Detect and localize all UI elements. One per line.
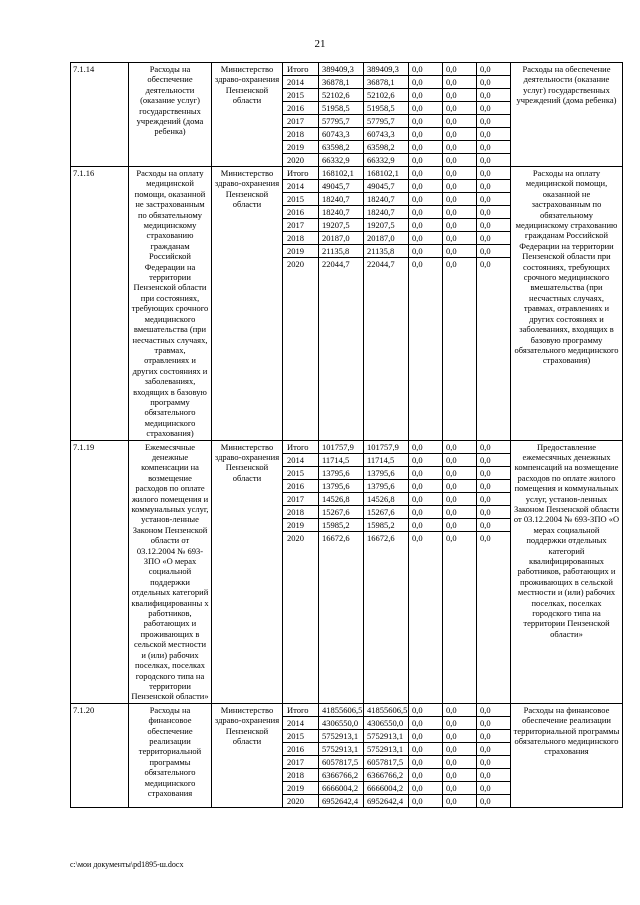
cell-value: 0,0 xyxy=(477,206,510,219)
cell-value: 389409,3 xyxy=(319,63,363,76)
item-col-3 xyxy=(409,440,443,703)
cell-value: 101757,9 xyxy=(364,441,408,454)
cell-value: 2016 xyxy=(283,102,318,115)
cell-value: 0,0 xyxy=(443,115,476,128)
cell-value: 2016 xyxy=(283,480,318,493)
cell-value: 13795,6 xyxy=(364,467,408,480)
cell-value: 66332,9 xyxy=(367,155,395,165)
item-code: 7.1.19 xyxy=(71,440,129,703)
cell-value: 2019 xyxy=(283,519,318,532)
cell-value: 6666004,2 xyxy=(364,782,408,795)
cell-value: 63598,2 xyxy=(319,141,363,154)
cell-value: 6366766,2 xyxy=(319,769,363,782)
cell-value: 49045,7 xyxy=(319,180,363,193)
cell-value: 0,0 xyxy=(477,128,510,141)
cell-value: 168102,1 xyxy=(364,167,408,180)
cell-value: 36878,1 xyxy=(364,76,408,89)
cell-value: 168102,1 xyxy=(319,167,363,180)
cell-value: 0,0 xyxy=(443,63,476,76)
cell-value: 15985,2 xyxy=(364,519,408,532)
cell-value: 0,0 xyxy=(443,89,476,102)
cell-value: 2015 xyxy=(283,89,318,102)
cell-value: 14526,8 xyxy=(319,493,363,506)
cell-value: 22044,7 xyxy=(322,259,350,269)
cell-value: 2017 xyxy=(283,219,318,232)
file-path-footer: c:\мои документы\pd1895-ш.docx xyxy=(70,860,184,869)
item-regional xyxy=(364,63,409,167)
table-row xyxy=(71,63,623,167)
item-years xyxy=(283,63,319,167)
cell-value: 60743,3 xyxy=(364,128,408,141)
cell-value: 6952642,4 xyxy=(367,795,404,806)
cell-value: 18240,7 xyxy=(319,206,363,219)
cell-value: 0,0 xyxy=(409,717,442,730)
cell-value: 41855606,5 xyxy=(364,704,408,717)
item-executor: Министерство здраво-охранения Пензенской области xyxy=(212,703,283,807)
cell-value: Итого xyxy=(283,704,318,717)
cell-value: 0,0 xyxy=(443,756,476,769)
cell-value: 2016 xyxy=(283,206,318,219)
item-col-4 xyxy=(443,167,477,441)
cell-value: 0,0 xyxy=(409,756,442,769)
item-total xyxy=(319,703,364,807)
cell-value: 0,0 xyxy=(409,76,442,89)
cell-value: 16672,6 xyxy=(322,532,350,543)
cell-value: 0,0 xyxy=(409,102,442,115)
cell-value: 0,0 xyxy=(409,219,442,232)
cell-value: 60743,3 xyxy=(319,128,363,141)
cell-value: 36878,1 xyxy=(319,76,363,89)
cell-value: 2015 xyxy=(283,730,318,743)
cell-value: 0,0 xyxy=(477,76,510,89)
cell-value: 2017 xyxy=(283,493,318,506)
cell-value: 0,0 xyxy=(409,506,442,519)
cell-value: 15267,6 xyxy=(319,506,363,519)
cell-value: 0,0 xyxy=(409,467,442,480)
item-col-4 xyxy=(443,63,477,167)
cell-value: 0,0 xyxy=(477,167,510,180)
cell-value: 0,0 xyxy=(409,480,442,493)
cell-value: 0,0 xyxy=(477,219,510,232)
cell-value: 22044,7 xyxy=(367,259,395,269)
cell-value: 0,0 xyxy=(409,769,442,782)
cell-value: 5752913,1 xyxy=(319,730,363,743)
cell-value: 0,0 xyxy=(409,115,442,128)
item-col-3 xyxy=(409,63,443,167)
cell-value: 2015 xyxy=(283,193,318,206)
cell-value: 21135,8 xyxy=(364,245,408,258)
cell-value: 0,0 xyxy=(409,180,442,193)
cell-value: 2020 xyxy=(287,795,304,806)
item-regional xyxy=(364,440,409,703)
cell-value: 51958,5 xyxy=(319,102,363,115)
cell-value: 0,0 xyxy=(443,704,476,717)
item-name: Ежемесячные денежные компенсации на возмещение расходов по оплате жилого помещения и коммунальных услуг, установ-ленные Законом Пензенской области от 03.12.2004 № 693-ЗПО «О мерах социальной поддержки отдельных категорий квалифицированны х работников, работающих и проживающих в сельской местности и (или) рабочих поселках, поселках городского типа на территории Пензенской области» xyxy=(129,440,212,703)
cell-value: 0,0 xyxy=(443,206,476,219)
cell-value: 0,0 xyxy=(443,743,476,756)
item-code: 7.1.14 xyxy=(71,63,129,167)
cell-value: 0,0 xyxy=(480,155,491,165)
cell-value: 0,0 xyxy=(477,102,510,115)
cell-value: 0,0 xyxy=(409,232,442,245)
cell-value: 0,0 xyxy=(443,506,476,519)
cell-value: 2017 xyxy=(283,115,318,128)
cell-value: 0,0 xyxy=(409,743,442,756)
cell-value: 0,0 xyxy=(409,441,442,454)
cell-value: 57795,7 xyxy=(319,115,363,128)
cell-value: 2019 xyxy=(283,245,318,258)
item-name: Расходы на финансовое обеспечение реализации территориальной программы обязательного медицинского страхования xyxy=(129,703,212,807)
cell-value: 0,0 xyxy=(477,441,510,454)
item-regional xyxy=(364,167,409,441)
cell-value: 2019 xyxy=(283,782,318,795)
cell-value: 2018 xyxy=(283,769,318,782)
cell-value: 0,0 xyxy=(412,155,423,165)
cell-value: 0,0 xyxy=(443,769,476,782)
cell-value: 0,0 xyxy=(477,493,510,506)
cell-value: 0,0 xyxy=(477,89,510,102)
cell-value: 2020 xyxy=(287,155,304,165)
cell-value: 0,0 xyxy=(477,704,510,717)
item-name: Расходы на обеспечение деятельности (оказание услуг) государственных учреждений (дома ребенка) xyxy=(129,63,212,167)
cell-value: 0,0 xyxy=(443,193,476,206)
cell-value: 19207,5 xyxy=(364,219,408,232)
cell-value: 4306550,0 xyxy=(364,717,408,730)
item-result: Расходы на обеспечение деятельности (оказание услуг) государственных учреждений (дома ребенка) xyxy=(511,63,623,167)
table-body xyxy=(71,63,623,808)
cell-value: 0,0 xyxy=(443,730,476,743)
cell-value: 0,0 xyxy=(477,730,510,743)
item-col-4 xyxy=(443,440,477,703)
cell-value: 0,0 xyxy=(477,480,510,493)
cell-value: 14526,8 xyxy=(364,493,408,506)
cell-value: 4306550,0 xyxy=(319,717,363,730)
cell-value: 13795,6 xyxy=(319,467,363,480)
cell-value: 49045,7 xyxy=(364,180,408,193)
cell-value: 0,0 xyxy=(409,730,442,743)
cell-value: 2014 xyxy=(283,180,318,193)
cell-value: 2014 xyxy=(283,76,318,89)
cell-value: 0,0 xyxy=(443,180,476,193)
cell-value: 0,0 xyxy=(446,155,457,165)
cell-value: 0,0 xyxy=(477,467,510,480)
cell-value: 0,0 xyxy=(443,717,476,730)
cell-value: 0,0 xyxy=(443,493,476,506)
cell-value: 57795,7 xyxy=(364,115,408,128)
item-total xyxy=(319,440,364,703)
cell-value: 5752913,1 xyxy=(364,730,408,743)
cell-value: 2020 xyxy=(287,532,304,543)
cell-value: 19207,5 xyxy=(319,219,363,232)
cell-value: 0,0 xyxy=(409,206,442,219)
cell-value: 0,0 xyxy=(477,743,510,756)
cell-value: 0,0 xyxy=(446,532,457,543)
item-years xyxy=(283,703,319,807)
item-col-5 xyxy=(477,703,511,807)
cell-value: 0,0 xyxy=(477,756,510,769)
cell-value: 20187,0 xyxy=(364,232,408,245)
cell-value: 0,0 xyxy=(409,782,442,795)
item-years xyxy=(283,440,319,703)
table-row xyxy=(71,440,623,703)
item-col-3 xyxy=(409,167,443,441)
cell-value: 13795,6 xyxy=(364,480,408,493)
cell-value: 0,0 xyxy=(477,245,510,258)
cell-value: 16672,6 xyxy=(367,532,395,543)
cell-value: 6057817,5 xyxy=(319,756,363,769)
item-executor: Министерство здраво-охранения Пензенской области xyxy=(212,63,283,167)
cell-value: 0,0 xyxy=(446,259,457,269)
cell-value: 0,0 xyxy=(477,115,510,128)
cell-value: 0,0 xyxy=(443,102,476,115)
cell-value: 0,0 xyxy=(443,128,476,141)
item-name: Расходы на оплату медицинской помощи, оказанной не застрахованным по обязательному медицинскому страхованию гражданам Российской Федерации на территории Пензенской области при состояниях, требующих срочного медицинского вмешательства (при несчастных случаях, травмах, отравлениях и других состояниях и заболеваниях, входящих в базовую программу обязательного медицинского страхования) xyxy=(129,167,212,441)
cell-value: 41855606,5 xyxy=(319,704,363,717)
item-col-5 xyxy=(477,63,511,167)
cell-value: 52102,6 xyxy=(319,89,363,102)
cell-value: 18240,7 xyxy=(364,193,408,206)
cell-value: 0,0 xyxy=(477,769,510,782)
item-years xyxy=(283,167,319,441)
cell-value: 0,0 xyxy=(443,232,476,245)
cell-value: 2020 xyxy=(287,259,304,269)
cell-value: 0,0 xyxy=(480,532,491,543)
cell-value: 15985,2 xyxy=(319,519,363,532)
cell-value: 20187,0 xyxy=(319,232,363,245)
cell-value: 0,0 xyxy=(443,480,476,493)
cell-value: 18240,7 xyxy=(319,193,363,206)
cell-value: Итого xyxy=(283,441,318,454)
cell-value: 2017 xyxy=(283,756,318,769)
cell-value: 0,0 xyxy=(409,63,442,76)
cell-value: 0,0 xyxy=(443,519,476,532)
cell-value: 15267,6 xyxy=(364,506,408,519)
cell-value: 2014 xyxy=(283,454,318,467)
cell-value: 0,0 xyxy=(412,259,423,269)
cell-value: 0,0 xyxy=(409,141,442,154)
cell-value: 2016 xyxy=(283,743,318,756)
cell-value: 0,0 xyxy=(443,454,476,467)
cell-value: 0,0 xyxy=(443,441,476,454)
item-result: Расходы на финансовое обеспечение реализации территориальной программы обязательного медицинского страхования xyxy=(511,703,623,807)
cell-value: 0,0 xyxy=(409,519,442,532)
cell-value: 0,0 xyxy=(443,219,476,232)
cell-value: 0,0 xyxy=(477,232,510,245)
cell-value: 0,0 xyxy=(443,782,476,795)
cell-value: 11714,5 xyxy=(364,454,408,467)
cell-value: 0,0 xyxy=(477,180,510,193)
item-regional xyxy=(364,703,409,807)
cell-value: 2014 xyxy=(283,717,318,730)
cell-value: 6057817,5 xyxy=(364,756,408,769)
cell-value: 0,0 xyxy=(477,519,510,532)
program-table xyxy=(70,62,623,808)
item-executor: Министерство здраво-охранения Пензенской области xyxy=(212,440,283,703)
cell-value: 0,0 xyxy=(477,782,510,795)
cell-value: 2015 xyxy=(283,467,318,480)
cell-value: 0,0 xyxy=(412,532,423,543)
item-col-3 xyxy=(409,703,443,807)
cell-value: 0,0 xyxy=(443,76,476,89)
cell-value: 5752913,1 xyxy=(364,743,408,756)
item-col-4 xyxy=(443,703,477,807)
item-result: Расходы на оплату медицинской помощи, оказанной не застрахованным по обязательному медицинскому страхованию гражданам Российской Федерации на территории Пензенской области при состояниях, требующих срочного медицинского вмешательства (при несчастных случаях, травмах, отравлениях и других состояниях и заболеваниях, входящих в базовую программу обязательного медицинского страхования) xyxy=(511,167,623,441)
cell-value: 51958,5 xyxy=(364,102,408,115)
page-number: 21 xyxy=(314,38,326,50)
cell-value: 63598,2 xyxy=(364,141,408,154)
cell-value: 0,0 xyxy=(480,259,491,269)
cell-value: 6666004,2 xyxy=(319,782,363,795)
cell-value: 389409,3 xyxy=(364,63,408,76)
item-col-5 xyxy=(477,167,511,441)
cell-value: 0,0 xyxy=(477,454,510,467)
cell-value: 52102,6 xyxy=(364,89,408,102)
cell-value: 0,0 xyxy=(443,245,476,258)
item-col-5 xyxy=(477,440,511,703)
cell-value: 0,0 xyxy=(409,128,442,141)
cell-value: 13795,6 xyxy=(319,480,363,493)
cell-value: 0,0 xyxy=(477,63,510,76)
item-code: 7.1.16 xyxy=(71,167,129,441)
cell-value: 18240,7 xyxy=(364,206,408,219)
cell-value: 0,0 xyxy=(477,141,510,154)
cell-value: 0,0 xyxy=(409,454,442,467)
cell-value: Итого xyxy=(283,63,318,76)
item-code: 7.1.20 xyxy=(71,703,129,807)
cell-value: 0,0 xyxy=(477,506,510,519)
cell-value: 66332,9 xyxy=(322,155,350,165)
cell-value: 2018 xyxy=(283,232,318,245)
cell-value: 2019 xyxy=(283,141,318,154)
cell-value: 0,0 xyxy=(443,467,476,480)
cell-value: 0,0 xyxy=(477,717,510,730)
table-row xyxy=(71,167,623,441)
cell-value: 6952642,4 xyxy=(322,795,359,806)
table-row xyxy=(71,703,623,807)
cell-value: 0,0 xyxy=(446,795,457,806)
cell-value: 0,0 xyxy=(477,193,510,206)
cell-value: 0,0 xyxy=(409,193,442,206)
cell-value: 0,0 xyxy=(409,167,442,180)
cell-value: 2018 xyxy=(283,128,318,141)
cell-value: 0,0 xyxy=(409,493,442,506)
cell-value: 0,0 xyxy=(409,89,442,102)
cell-value: 0,0 xyxy=(480,795,491,806)
cell-value: 21135,8 xyxy=(319,245,363,258)
cell-value: 0,0 xyxy=(412,795,423,806)
cell-value: Итого xyxy=(283,167,318,180)
cell-value: 0,0 xyxy=(443,141,476,154)
item-total xyxy=(319,63,364,167)
item-result: Предоставление ежемесячных денежных компенсаций на возмещение расходов по оплате жилого помещения и коммунальных услуг, установ-ленных Законом Пензенской области от 03.12.2004 № 693-ЗПО «О мерах социальной поддержки отдельных категорий квалифицированных работников, работающих и проживающих в сельской местности и (или) рабочих поселках, поселках городского типа на территории Пензенской области» xyxy=(511,440,623,703)
cell-value: 0,0 xyxy=(409,704,442,717)
cell-value: 5752913,1 xyxy=(319,743,363,756)
item-total xyxy=(319,167,364,441)
item-executor: Министерство здраво-охранения Пензенской области xyxy=(212,167,283,441)
cell-value: 11714,5 xyxy=(319,454,363,467)
cell-value: 2018 xyxy=(283,506,318,519)
cell-value: 0,0 xyxy=(443,167,476,180)
cell-value: 0,0 xyxy=(409,245,442,258)
cell-value: 6366766,2 xyxy=(364,769,408,782)
cell-value: 101757,9 xyxy=(319,441,363,454)
